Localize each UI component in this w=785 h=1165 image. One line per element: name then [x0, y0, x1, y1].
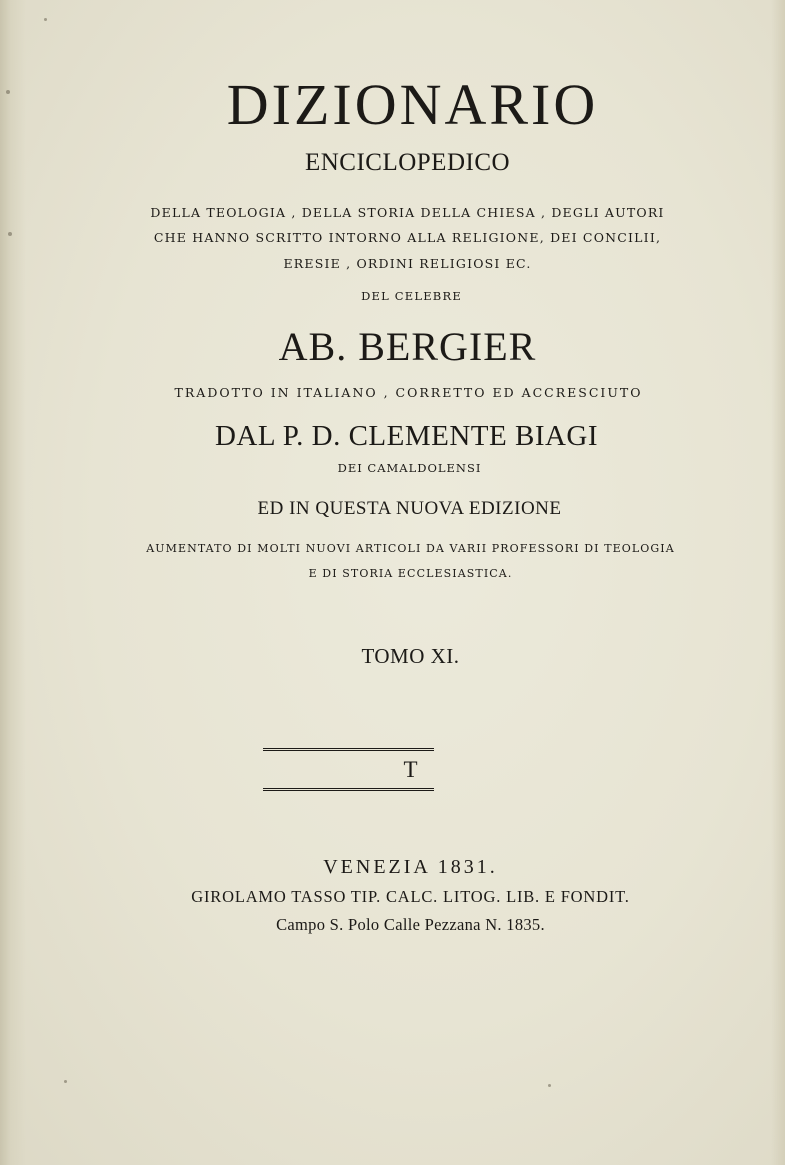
description-line-3: ERESIE , ORDINI RELIGIOSI EC. [283, 256, 532, 271]
book-subtitle: ENCICLOPEDICO [304, 149, 511, 176]
divider-rule-top [263, 748, 434, 751]
author-intro: DEL CELEBRE [361, 289, 462, 303]
imprint-address: Campo S. Polo Calle Pezzana N. 1835. [276, 915, 545, 934]
translator-name: DAL P. D. CLEMENTE BIAGI [214, 420, 599, 452]
augmentation-line-2: E DI STORIA ECCLESIASTICA. [308, 567, 513, 580]
paper-speck [548, 1084, 551, 1087]
edition-note: ED IN QUESTA NUOVA EDIZIONE [257, 498, 562, 519]
imprint-city-year: VENEZIA 1831. [323, 856, 498, 878]
translator-order: DEI CAMALDOLENSI [337, 461, 482, 475]
volume-number: TOMO XI. [361, 644, 460, 668]
description-line-2: CHE HANNO SCRITTO INTORNO ALLA RELIGIONE, DEI CONCILII, [153, 230, 662, 245]
paper-speck [64, 1080, 67, 1083]
divider-rule-bottom [263, 788, 434, 791]
translation-note: TRADOTTO IN ITALIANO , CORRETTO ED ACCRESCIUTO [174, 385, 643, 400]
paper-speck [6, 90, 10, 94]
paper-speck [44, 18, 47, 21]
imprint-publisher: GIROLAMO TASSO TIP. CALC. LITOG. LIB. E FONDIT. [191, 887, 630, 906]
augmentation-line-1: AUMENTATO DI MOLTI NUOVI ARTICOLI DA VARII PROFESSORI DI TEOLOGIA [146, 542, 675, 555]
section-letter: T [403, 757, 418, 782]
paper-speck [8, 232, 12, 236]
book-title: DIZIONARIO [226, 72, 599, 137]
description-line-1: DELLA TEOLOGIA , DELLA STORIA DELLA CHIESA , DEGLI AUTORI [150, 205, 665, 220]
author-name: AB. BERGIER [278, 324, 537, 369]
